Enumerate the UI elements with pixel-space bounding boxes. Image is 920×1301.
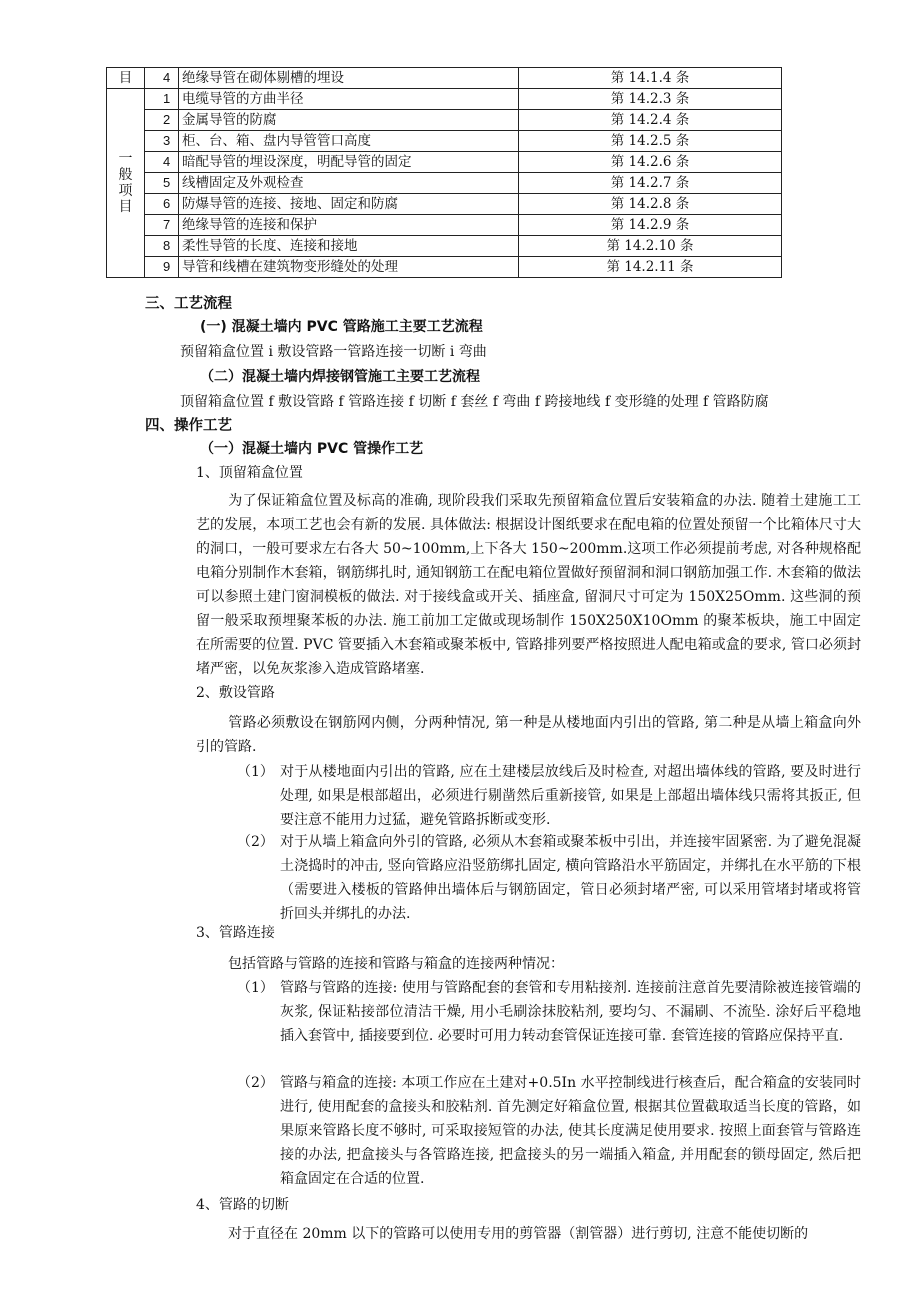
item-reference: 第 14.2.9 条 <box>519 215 782 236</box>
table-row <box>107 110 782 131</box>
table-row <box>107 257 782 278</box>
item-name: 柜、台、箱、盘内导管管口高度 <box>179 131 519 152</box>
table-row <box>107 194 782 215</box>
item-number: 8 <box>145 236 179 257</box>
item-name: 金属导管的防腐 <box>179 110 519 131</box>
item-name: 防爆导管的连接、接地、固定和防腐 <box>179 194 519 215</box>
step-4-paragraph <box>196 1222 861 1246</box>
step-2-paragraph <box>196 711 861 759</box>
process-flow-steel: 顶留箱盒位置 f 敷设管路 f 管路连接 f 切断 f 套丝 f 弯曲 f 跨接地线 f 变形缝的处理 f 管路防腐 <box>180 394 769 410</box>
step-3-title: 3、管路连接 <box>196 925 275 941</box>
item-number: 2 <box>145 110 179 131</box>
general-items-category <box>107 89 145 278</box>
item-number: 4 <box>145 68 179 89</box>
step-4-text: 对于直径在 20mm 以下的管路可以使用专用的剪管器（割管器）进行剪切, 注意不能使切断的 <box>228 1226 809 1242</box>
item-reference: 第 14.2.6 条 <box>519 152 782 173</box>
step-3-item-2 <box>237 1071 861 1191</box>
item-reference: 第 14.2.3 条 <box>519 89 782 110</box>
step-4-title: 4、管路的切断 <box>196 1197 289 1213</box>
item-marker: （2） <box>237 1075 274 1091</box>
item-name: 线槽固定及外观检查 <box>179 173 519 194</box>
item-marker: （1） <box>237 980 274 996</box>
step-3-paragraph <box>196 952 861 976</box>
item-reference: 第 14.2.5 条 <box>519 131 782 152</box>
step-3-text: 包括管路与管路的连接和管路与箱盒的连接两种情况： <box>228 956 564 972</box>
item-text: 管路与管路的连接: 使用与管路配套的套管和专用粘接剂. 连接前注意首先要清除被连接管端的灰浆, 保证粘接部位清洁干燥, 用小毛刷涂抹胶粘剂, 要均匀、不漏刷、不流坠. 涂好后平稳地插入套管中, 插接要到位. 必要时可用力转动套管保证连接可靠. 套管连接的管路应保持平直. <box>280 980 861 1044</box>
item-number: 9 <box>145 257 179 278</box>
process-flow-pvc: 预留箱盒位置 i 敷设管路一管路连接一切断 i 弯曲 <box>180 344 487 360</box>
item-marker: （1） <box>237 764 274 780</box>
step-2-title: 2、敷设管路 <box>196 685 275 701</box>
item-number: 7 <box>145 215 179 236</box>
acceptance-items-table <box>106 67 782 278</box>
table-row <box>107 215 782 236</box>
step-1-text: 为了保证箱盒位置及标高的准确, 现阶段我们采取先预留箱盒位置后安装箱盒的办法. 随着土建施工工艺的发展，本项工艺也会有新的发展. 具体做法: 根据设计图纸要求在配电箱的位置处预留一个比箱体尺寸大的洞口，一般可要求左右各大 50~100mm,上下各大 150~200mm.这项工作必须提前考虑, 对各种规格配电箱分别制作木套箱，钢筋绑扎时, 通知钢筋工在配电箱位置做好预留洞和洞口钢筋加强工作. 木套箱的做法可以参照土建门窗洞模板的做法. 对于接线盒或开关、插座盒, 留洞尺寸可定为 150X25Omm. 这些洞的预留一般采取预埋聚苯板的办法. 施工前加工定做或现场制作 150X250X10Omm 的聚苯板块，施工中固定在所需要的位置. PVC 管要插入木套箱或聚苯板中, 管路排列要严格按照进人配电箱或盒的要求, 管口必须封堵严密，以免灰浆渗入造成管路堵塞. <box>196 493 861 677</box>
table-row <box>107 89 782 110</box>
step-1-paragraph <box>196 489 861 681</box>
item-reference: 第 14.2.8 条 <box>519 194 782 215</box>
item-name: 绝缘导管的连接和保护 <box>179 215 519 236</box>
section-3-heading: 三、工艺流程 <box>145 296 232 312</box>
step-2-text: 管路必须敷设在钢筋网内侧，分两种情况, 第一种是从楼地面内引出的管路, 第二种是从墙上箱盒向外引的管路. <box>196 715 861 755</box>
item-number: 6 <box>145 194 179 215</box>
item-name: 电缆导管的方曲半径 <box>179 89 519 110</box>
item-reference: 第 14.2.10 条 <box>519 236 782 257</box>
item-name: 导管和线槽在建筑物变形缝处的处理 <box>179 257 519 278</box>
item-text: 管路与箱盒的连接: 本项工作应在土建对+0.5In 水平控制线进行核查后，配合箱盒的安装同时进行, 使用配套的盒接头和胶粘剂. 首先测定好箱盒位置, 根据其位置截取适当长度的管路，如果原来管路长度不够时, 可采取接短管的办法, 使其长度满足使用要求. 按照上面套管与管路连接的办法, 把盒接头与各管路连接, 把盒接头的另一端插入箱盒, 并用配套的锁母固定, 然后把箱盒固定在合适的位置. <box>280 1075 861 1187</box>
section-4-sub-1-heading: （一）混凝土墙内 PVC 管操作工艺 <box>200 441 424 457</box>
item-number: 3 <box>145 131 179 152</box>
table-row <box>107 131 782 152</box>
section-4-heading: 四、操作工艺 <box>145 418 232 434</box>
item-name: 暗配导管的埋设深度，明配导管的固定 <box>179 152 519 173</box>
item-name: 绝缘导管在砌体剔槽的埋设 <box>179 68 519 89</box>
item-reference: 第 14.2.4 条 <box>519 110 782 131</box>
table-row <box>107 152 782 173</box>
general-items-label: 一般项目 <box>118 151 133 215</box>
item-reference: 第 14.1.4 条 <box>519 68 782 89</box>
item-marker: （2） <box>237 834 274 850</box>
item-name: 柔性导管的长度、连接和接地 <box>179 236 519 257</box>
item-text: 对于从楼地面内引出的管路, 应在土建楼层放线后及时检查, 对超出墙体线的管路, 要及时进行处理, 如果是根部超出，必须进行剔凿然后重新接管, 如果是上部超出墙体线只需将其扳正, 但要注意不能用力过猛，避免管路拆断或变形. <box>280 764 861 828</box>
section-3-sub-2-heading: （二）混凝土墙内焊接钢管施工主要工艺流程 <box>200 369 480 385</box>
step-1-title: 1、顶留箱盒位置 <box>196 465 303 481</box>
step-2-item-1 <box>237 760 861 832</box>
category-cell: 目 <box>107 68 145 89</box>
item-reference: 第 14.2.11 条 <box>519 257 782 278</box>
item-reference: 第 14.2.7 条 <box>519 173 782 194</box>
step-3-item-1 <box>237 976 861 1048</box>
step-2-item-2 <box>237 830 861 926</box>
item-number: 1 <box>145 89 179 110</box>
item-text: 对于从墙上箱盒向外引的管路, 必须从木套箱或聚苯板中引出，并连接牢固紧密. 为了避免混凝土浇捣时的冲击, 竖向管路应沿竖筋绑扎固定, 横向管路沿水平筋固定，并绑扎在水平筋的下根（需要进入楼板的管路伸出墙体后与钢筋固定，管日必须封堵严密, 可以采用管堵封堵或将管折回头并绑扎的办法. <box>280 834 861 922</box>
table-row <box>107 173 782 194</box>
item-number: 5 <box>145 173 179 194</box>
table-row <box>107 236 782 257</box>
table-row <box>107 68 782 89</box>
section-3-sub-1-heading: (一) 混凝土墙内 PVC 管路施工主要工艺流程 <box>200 319 483 335</box>
item-number: 4 <box>145 152 179 173</box>
